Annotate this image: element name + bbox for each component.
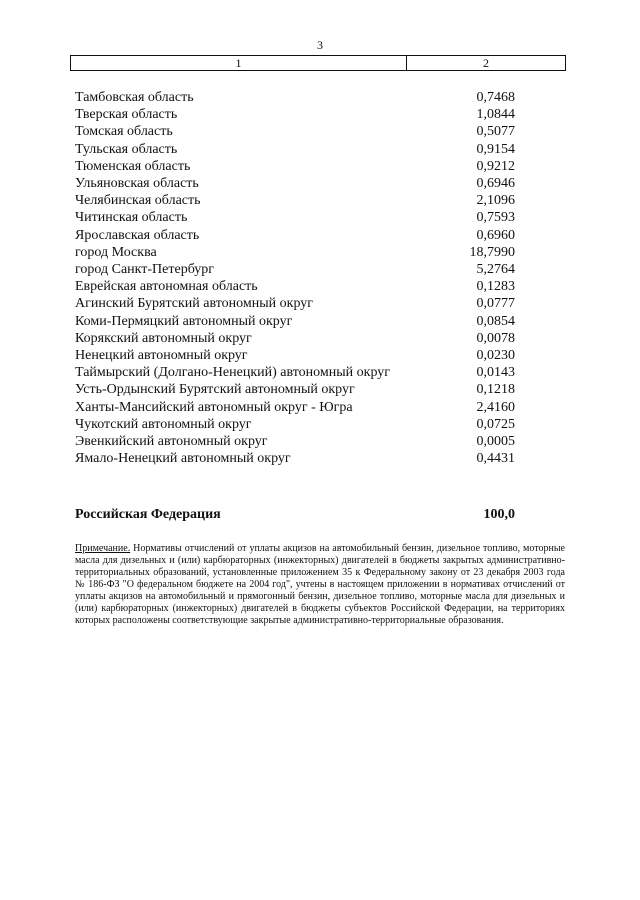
region-name: Корякский автономный округ <box>75 330 252 346</box>
table-row <box>75 278 515 295</box>
region-value: 0,9212 <box>476 158 515 174</box>
table-row <box>75 209 515 226</box>
region-value: 5,2764 <box>476 262 515 278</box>
total-label: Российская Федерация <box>75 507 221 522</box>
table-row <box>75 330 515 347</box>
region-value: 18,7990 <box>469 244 515 260</box>
region-value: 0,7468 <box>476 90 515 105</box>
region-value: 2,1096 <box>476 193 515 209</box>
table-row <box>75 227 515 244</box>
region-name: Томская область <box>75 124 173 140</box>
table-row <box>75 399 515 416</box>
region-name: Ханты-Мансийский автономный округ - Югра <box>75 399 353 415</box>
table-row <box>75 313 515 330</box>
header-col-1: 1 <box>71 56 407 70</box>
region-name: Эвенкийский автономный округ <box>75 434 268 450</box>
region-value: 0,1283 <box>476 279 515 295</box>
region-name: Тюменская область <box>75 158 191 174</box>
region-name: город Москва <box>75 244 157 260</box>
region-value: 2,4160 <box>476 399 515 415</box>
table-row <box>75 364 515 381</box>
region-value: 1,0844 <box>476 107 515 123</box>
table-row <box>75 261 515 278</box>
region-value: 0,0725 <box>476 416 515 432</box>
region-name: Усть-Ордынский Бурятский автономный округ <box>75 382 355 398</box>
region-value: 0,6946 <box>476 176 515 192</box>
region-value: 0,6960 <box>476 227 515 243</box>
region-name: Коми-Пермяцкий автономный округ <box>75 313 293 329</box>
table-header <box>70 55 566 71</box>
total-value: 100,0 <box>483 507 515 522</box>
footnote-text: Нормативы отчислений от уплаты акцизов на автомобильный бензин, дизельное топливо, моторные масла для дизельных и (или) карбюраторных (инжекторных) двигателей в бюджеты закрытых административно-территориальных образований, установленные приложением 35 к Федеральному закону от 23 декабря 2003 года № 186-ФЗ "О федеральном бюджете на 2004 год", учтены в настоящем приложении в нормативах отчислений от уплаты акцизов на автомобильный и прямогонный бензин, дизельное топливо, моторные масла для дизельных и (или) карбюраторных (инжекторных) двигателей в бюджеты субъектов Российской Федерации, на территориях которых расположены соответствующие закрытые административно-территориальные образования. <box>75 543 565 626</box>
region-table <box>75 89 515 467</box>
region-value: 0,0230 <box>476 348 515 364</box>
region-value: 0,0854 <box>476 313 515 329</box>
region-name: Читинская область <box>75 210 188 226</box>
region-value: 0,0078 <box>476 330 515 346</box>
region-name: Челябинская область <box>75 193 201 209</box>
region-name: Ульяновская область <box>75 176 199 192</box>
footnote <box>75 543 565 627</box>
page-number: 3 <box>317 38 323 52</box>
region-name: Тульская область <box>75 141 178 157</box>
region-name: Ненецкий автономный округ <box>75 348 248 364</box>
table-row <box>75 244 515 261</box>
table-row <box>75 433 515 450</box>
table-row <box>75 89 515 106</box>
table-row <box>75 141 515 158</box>
region-name: Таймырский (Долгано-Ненецкий) автономный округ <box>75 365 391 381</box>
table-row <box>75 175 515 192</box>
region-name: город Санкт-Петербург <box>75 262 215 278</box>
region-name: Ямало-Ненецкий автономный округ <box>75 451 291 467</box>
region-name: Агинский Бурятский автономный округ <box>75 296 313 312</box>
table-row <box>75 295 515 312</box>
region-value: 0,4431 <box>476 451 515 467</box>
region-value: 0,5077 <box>476 124 515 140</box>
total-row <box>75 506 515 524</box>
table-row <box>75 106 515 123</box>
region-name: Ярославская область <box>75 227 200 243</box>
region-name: Тверская область <box>75 107 178 123</box>
table-row <box>75 158 515 175</box>
footnote-label: Примечание. <box>75 543 131 554</box>
table-row <box>75 123 515 140</box>
table-row <box>75 347 515 364</box>
region-value: 0,9154 <box>476 141 515 157</box>
region-name: Еврейская автономная область <box>75 279 258 295</box>
region-value: 0,0777 <box>476 296 515 312</box>
table-row <box>75 192 515 209</box>
region-value: 0,0143 <box>476 365 515 381</box>
region-value: 0,1218 <box>476 382 515 398</box>
region-name: Тамбовская область <box>75 90 194 105</box>
header-col-2: 2 <box>483 56 489 70</box>
region-value: 0,7593 <box>476 210 515 226</box>
table-row <box>75 381 515 398</box>
region-name: Чукотский автономный округ <box>75 416 252 432</box>
table-row <box>75 416 515 433</box>
table-row <box>75 450 515 467</box>
region-value: 0,0005 <box>476 434 515 450</box>
